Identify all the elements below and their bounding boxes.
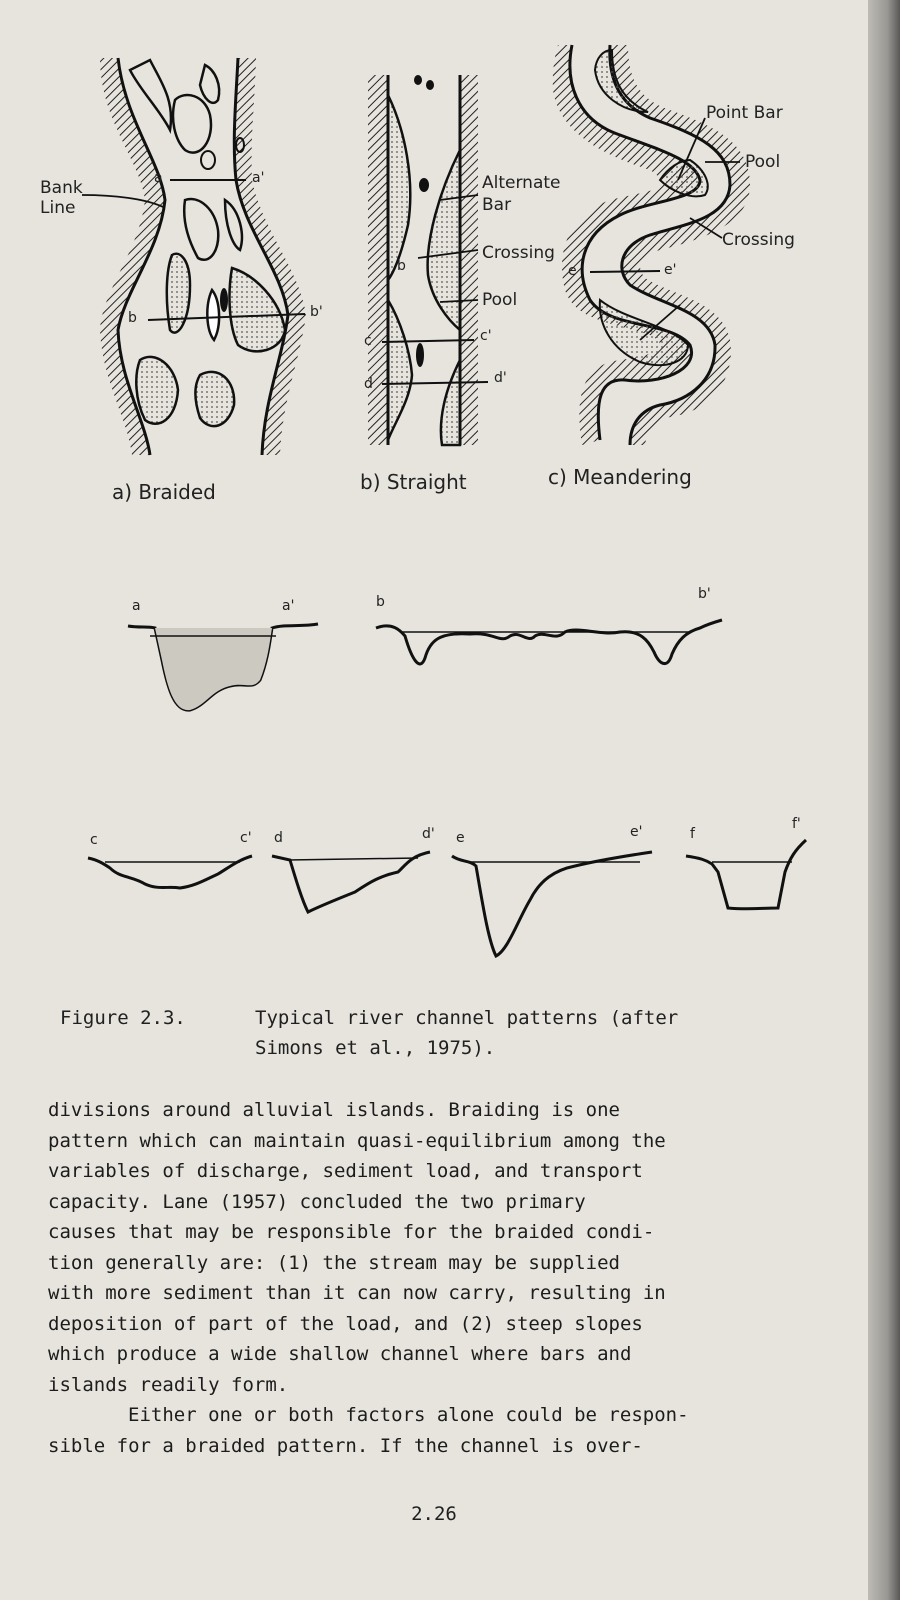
body-line: capacity. Lane (1957) concluded the two primary — [48, 1190, 586, 1213]
page-number: 2.26 — [411, 1503, 457, 1525]
body-line: pattern which can maintain quasi-equilibrium among the — [48, 1129, 666, 1152]
pool-b-label: Pool — [482, 290, 518, 310]
xs-letter-a: a — [132, 598, 141, 614]
page-edge — [868, 0, 900, 1600]
body-line: Either one or both factors alone could be respon- — [128, 1404, 689, 1426]
body-line: causes that may be responsible for the braided condi- — [48, 1221, 655, 1243]
xs-letter-e: e — [456, 830, 465, 846]
braided-islet — [220, 288, 228, 312]
braided-bar — [167, 254, 190, 333]
section-letter-d: d — [364, 376, 373, 392]
pool-c-label: Pool — [745, 152, 781, 172]
xs-letter-f-prime: f' — [792, 816, 801, 832]
caption-line-1: Typical river channel patterns (after — [255, 1007, 679, 1029]
body-line: with more sediment than it can now carry, resulting in — [48, 1282, 666, 1304]
section-letter-b-prime: b' — [310, 304, 323, 320]
section-ee — [452, 852, 652, 956]
section-letter-c: c — [364, 333, 372, 349]
braided-island — [173, 95, 211, 153]
body-line: tion generally are: (1) the stream may be supplied — [48, 1251, 620, 1274]
alternate-bar-label: Alternate Bar — [482, 173, 561, 215]
crossing-b-label: Crossing — [482, 243, 555, 263]
panel-label-meandering: c) Meandering — [548, 465, 692, 489]
braided-bar — [196, 372, 235, 426]
alternate-bar-left — [388, 95, 410, 280]
straight-plan — [368, 75, 488, 445]
panel-label-braided: a) Braided — [112, 480, 216, 504]
braided-island — [200, 65, 219, 103]
alternate-bar-right-2 — [441, 360, 460, 445]
section-letter-d-prime: d' — [494, 370, 507, 386]
body-text — [48, 1095, 848, 1461]
body-line: which produce a wide shallow channel where bars and — [48, 1343, 632, 1365]
xs-letter-a-prime: a' — [282, 598, 295, 614]
section-letter-a-prime: a' — [252, 170, 265, 186]
body-line: sible for a braided pattern. If the channel is over- — [48, 1434, 643, 1457]
point-bar-label: Point Bar — [706, 103, 783, 123]
section-aa — [128, 624, 318, 710]
section-dd — [272, 852, 430, 912]
section-bb — [376, 620, 722, 664]
body-line: divisions around alluvial islands. Braiding is one — [48, 1099, 620, 1121]
bank-line-label: Bank Line — [40, 178, 83, 218]
section-letter-e: e — [568, 263, 577, 279]
section-letter-c-prime: c' — [480, 328, 492, 344]
xs-letter-b: b — [376, 594, 385, 610]
braided-island — [225, 200, 242, 250]
xs-letter-d-prime: d' — [422, 826, 435, 842]
straight-islet — [426, 80, 434, 90]
section-letter-b: b — [128, 310, 137, 326]
section-line-ee — [590, 271, 660, 272]
section-letter-a: a — [154, 170, 163, 186]
xs-letter-d: d — [274, 830, 283, 846]
straight-islet — [416, 343, 424, 367]
alternate-bar-right — [428, 150, 460, 330]
braided-plan — [82, 58, 306, 455]
section-letter-b-straight: b — [397, 258, 406, 274]
section-letter-e-prime: e' — [664, 262, 677, 278]
crossing-c-label: Crossing — [722, 230, 795, 250]
braided-island — [207, 290, 219, 340]
alternate-bar-left-2 — [388, 300, 412, 440]
figure-caption — [60, 1003, 840, 1063]
body-line: islands readily form. — [48, 1373, 289, 1396]
braided-bar — [136, 357, 178, 424]
body-line: variables of discharge, sediment load, and transport — [48, 1160, 643, 1182]
xs-letter-c: c — [90, 832, 98, 848]
caption-line-2: Simons et al., 1975). — [255, 1037, 496, 1059]
xs-letter-c-prime: c' — [240, 830, 252, 846]
caption-number: Figure 2.3. — [60, 1007, 186, 1029]
braided-island — [184, 199, 218, 260]
straight-right-bank — [460, 75, 478, 445]
straight-islet — [414, 75, 422, 85]
panel-label-straight: b) Straight — [360, 470, 467, 494]
xs-letter-f: f — [690, 826, 695, 842]
xs-letter-b-prime: b' — [698, 586, 711, 602]
straight-islet — [419, 178, 429, 192]
xs-letter-e-prime: e' — [630, 824, 643, 840]
body-line: deposition of part of the load, and (2) steep slopes — [48, 1312, 643, 1335]
section-cc — [88, 856, 252, 888]
braided-islet — [201, 151, 215, 169]
section-ff — [686, 840, 806, 909]
